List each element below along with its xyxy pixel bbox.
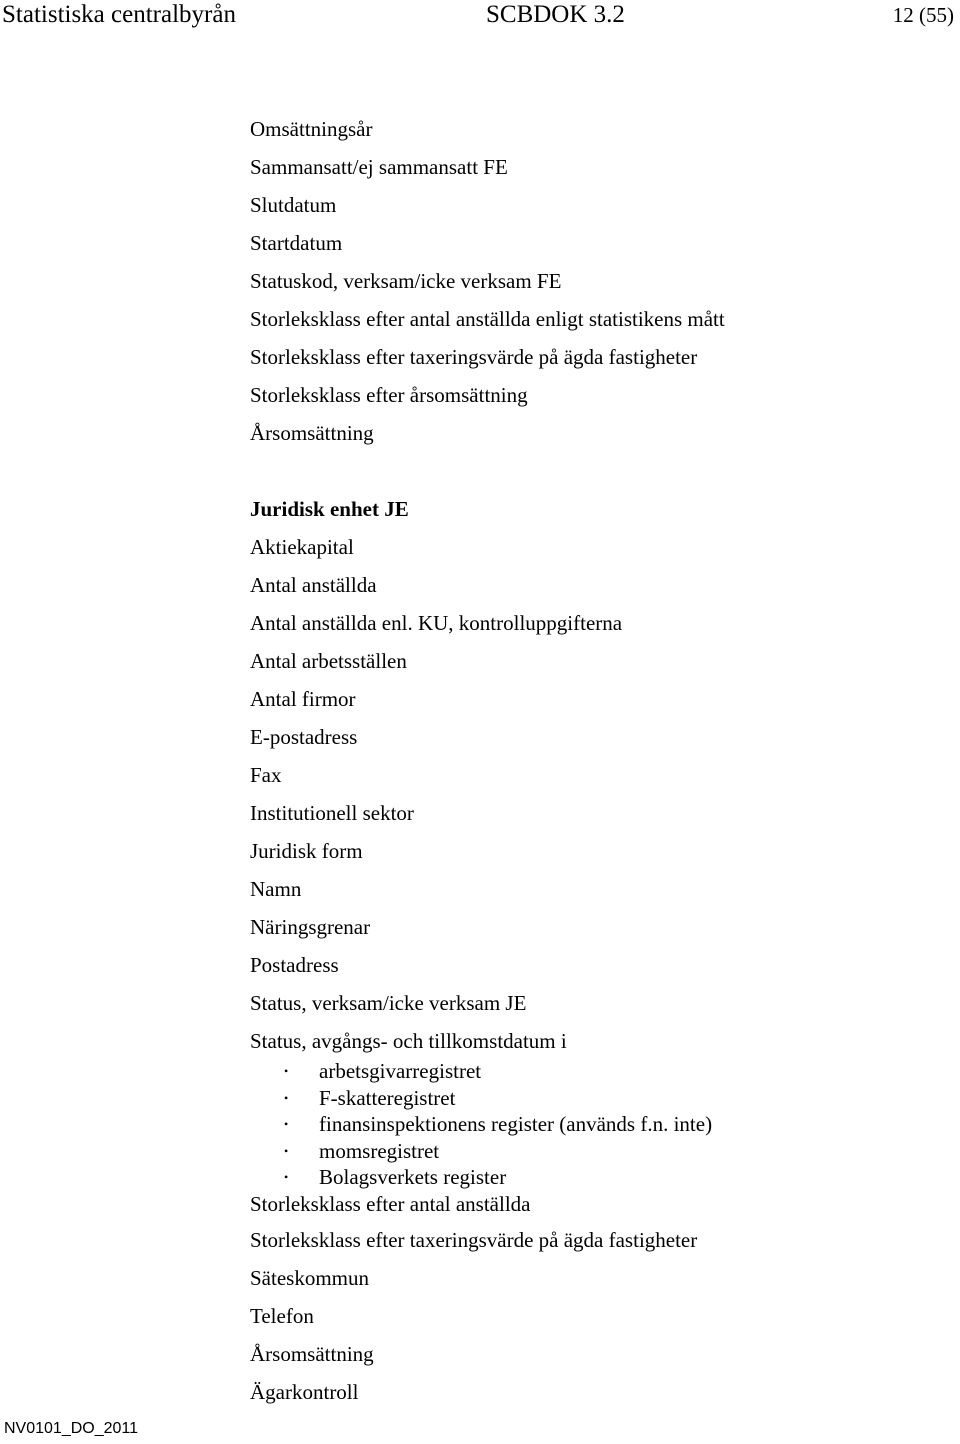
list-item: Antal anställda	[250, 573, 377, 597]
list-item: Ägarkontroll	[250, 1379, 359, 1404]
list-item: Årsomsättning	[250, 421, 374, 445]
list-item: Storleksklass efter årsomsättning	[250, 383, 528, 407]
list-item: Sammansatt/ej sammansatt FE	[250, 155, 508, 179]
list-item: Antal anställda enl. KU, kontrolluppgifterna	[250, 611, 623, 635]
document-id: SCBDOK 3.2	[486, 1, 625, 28]
list-item: Storleksklass efter taxeringsvärde på ägda fastigheter	[250, 1227, 698, 1252]
section-je-variables	[250, 490, 950, 1411]
list-item: E-postadress	[250, 725, 358, 749]
list-item: Postadress	[250, 953, 339, 977]
section-spacer	[250, 452, 950, 490]
list-item: Storleksklass efter antal anställda	[250, 1191, 531, 1216]
list-item: Antal arbetsställen	[250, 649, 407, 673]
bullet-label: finansinspektionens register (används f.n. inte)	[319, 1112, 713, 1136]
list-item: Antal firmor	[250, 687, 356, 711]
list-item: Storleksklass efter antal anställda enligt statistikens mått	[250, 307, 725, 331]
bullet-item	[250, 1058, 950, 1085]
section-fe-variables	[250, 110, 950, 452]
bullet-icon: •	[284, 1090, 289, 1105]
page-number: 12 (55)	[892, 3, 954, 27]
bullet-label: momsregistret	[319, 1138, 440, 1163]
bullet-label: arbetsgivarregistret	[319, 1059, 482, 1083]
organization-name: Statistiska centralbyrån	[2, 1, 236, 28]
bullet-icon: •	[284, 1064, 289, 1078]
bullet-icon: •	[284, 1170, 289, 1184]
variable-list	[250, 110, 950, 1411]
page-header	[0, 0, 960, 34]
list-item: Säteskommun	[250, 1265, 369, 1290]
bullet-label: F-skatteregistret	[319, 1085, 456, 1110]
list-item: Årsomsättning	[250, 1341, 374, 1366]
bullet-label: Bolagsverkets register	[319, 1165, 507, 1189]
bullet-item	[250, 1138, 950, 1165]
list-item: Näringsgrenar	[250, 915, 371, 939]
list-item: Aktiekapital	[250, 535, 354, 559]
list-item: Status, avgångs- och tillkomstdatum i	[250, 1029, 567, 1053]
list-item: Institutionell sektor	[250, 801, 414, 825]
list-item: Juridisk form	[250, 839, 363, 863]
list-item: Slutdatum	[250, 193, 337, 217]
list-item: Statuskod, verksam/icke verksam FE	[250, 269, 562, 293]
bullet-item	[250, 1111, 950, 1138]
list-item: Omsättningsår	[250, 117, 373, 141]
register-bullet-list	[250, 1058, 950, 1191]
bullet-item	[250, 1085, 950, 1112]
list-item: Namn	[250, 877, 302, 901]
list-item: Startdatum	[250, 231, 343, 255]
bullet-icon: •	[284, 1143, 289, 1158]
list-item: Status, verksam/icke verksam JE	[250, 991, 527, 1015]
list-item: Telefon	[250, 1303, 314, 1328]
document-footer-code: NV0101_DO_2011	[4, 1420, 139, 1437]
section-heading: Juridisk enhet JE	[250, 497, 409, 521]
bullet-item	[250, 1164, 950, 1191]
bullet-icon: •	[284, 1117, 289, 1131]
list-item: Storleksklass efter taxeringsvärde på ägda fastigheter	[250, 345, 698, 369]
list-item: Fax	[250, 763, 282, 787]
